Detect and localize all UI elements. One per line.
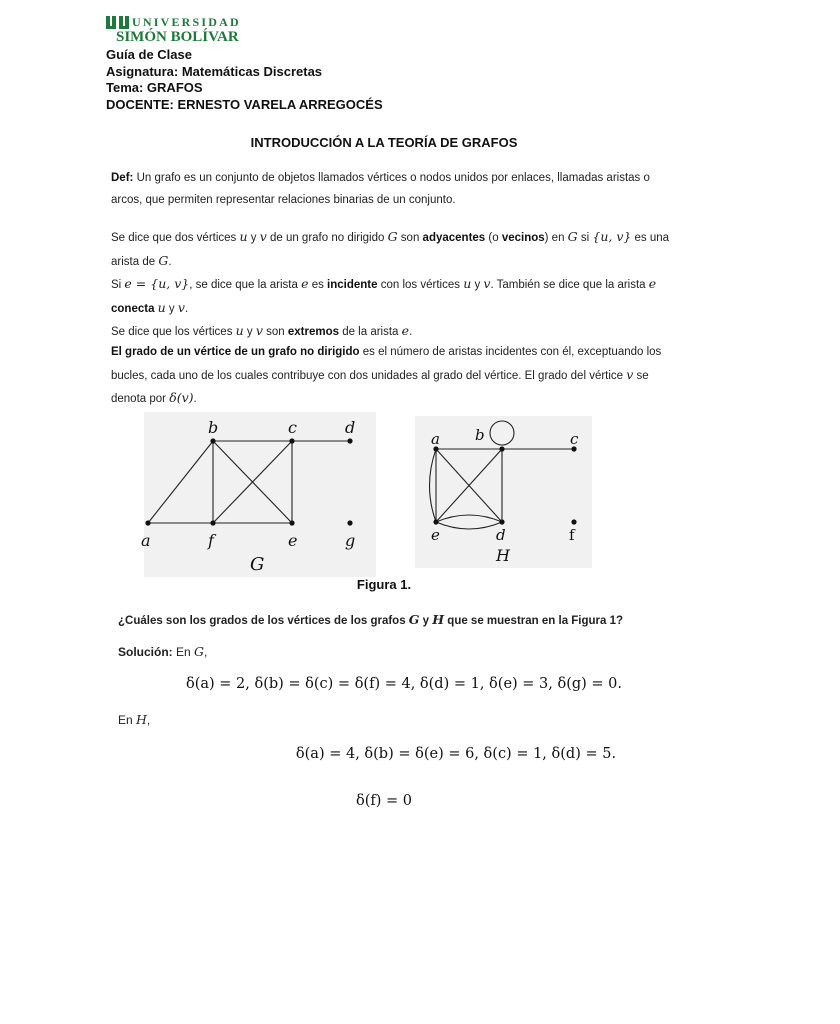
adjacency-paragraph: Se dice que dos vértices u y v de un grafo no dirigido G son adyacentes (o vecinos) en G si {u, v} es una arista de G. Si e = {u, v}, se dice que la arista e es incidente con los vértices u y v. También se dice que la arista e conecta u y v. Se dice que los vértices u y v son extremos de la arista e. [111, 229, 670, 338]
university-line2: SIMÓN BOLÍVAR [116, 29, 239, 45]
graph-h-figure [415, 416, 592, 568]
meta-guide: Guía de Clase [106, 47, 192, 62]
graph-g-label-f: f [208, 531, 214, 550]
definition-paragraph [111, 168, 671, 211]
solution-label: Solución: [118, 645, 173, 659]
meta-teacher: DOCENTE: ERNESTO VARELA ARREGOCÉS [106, 96, 383, 112]
university-logo-mark [106, 14, 266, 44]
page-title: INTRODUCCIÓN A LA TEORÍA DE GRAFOS [250, 135, 518, 150]
graph-g-label-d: d [345, 418, 356, 437]
equation-degrees-g: δ(a) = 2, δ(b) = δ(c) = δ(f) = 4, δ(d) = 1, δ(e) = 3, δ(g) = 0. [185, 676, 623, 692]
graph-g-figure [141, 412, 376, 577]
university-line1: UNIVERSIDAD [132, 15, 241, 29]
graph-h-label-e: e [431, 526, 440, 544]
graph-h-label-b: b [475, 426, 485, 444]
graph-g-drawing [141, 412, 376, 577]
def-text: Un grafo es un conjunto de objetos llamados vértices o nodos unidos por enlaces, llamadas aristas o arcos, que permiten representar relaciones binarias de un conjunto. [111, 172, 650, 206]
university-logo [106, 14, 266, 44]
graph-h-drawing [415, 416, 592, 568]
graph-g-label-c: c [288, 418, 297, 437]
meta-subject: Asignatura: Matemáticas Discretas [106, 63, 323, 79]
solution-intro: Solución: En G, [118, 644, 208, 659]
graph-g-name: G [250, 554, 265, 575]
document-meta [106, 47, 383, 113]
graph-g-label-b: b [208, 418, 219, 437]
meta-topic: Tema: GRAFOS [106, 80, 203, 95]
graph-h-label-c: c [570, 430, 579, 448]
solution-en-h: En H, [118, 712, 151, 727]
graph-g-label-a: a [141, 531, 151, 550]
graph-h-label-a: a [431, 430, 440, 448]
graph-h-label-f: f [569, 526, 575, 544]
figure-caption: Figura 1. [356, 577, 412, 592]
graph-h-label-d: d [496, 526, 506, 544]
equation-degrees-h: δ(a) = 4, δ(b) = δ(e) = 6, δ(c) = 1, δ(d) = 5. [295, 746, 617, 762]
equation-degree-f: δ(f) = 0 [355, 793, 412, 809]
graph-g-label-e: e [288, 531, 298, 550]
question-text: ¿Cuáles son los grados de los vértices de los grafos G y H que se muestran en la Figura 1? [118, 612, 624, 627]
graph-h-name: H [496, 546, 510, 565]
graph-g-label-g: g [345, 531, 356, 550]
degree-paragraph: El grado de un vértice de un grafo no dirigido es el número de aristas incidentes con él, exceptuando los bucles, cada uno de los cuales contribuye con dos unidades al grado del vértice. El grado del vértice v se denota por δ(v). [111, 346, 662, 405]
def-label: Def: [111, 172, 134, 184]
